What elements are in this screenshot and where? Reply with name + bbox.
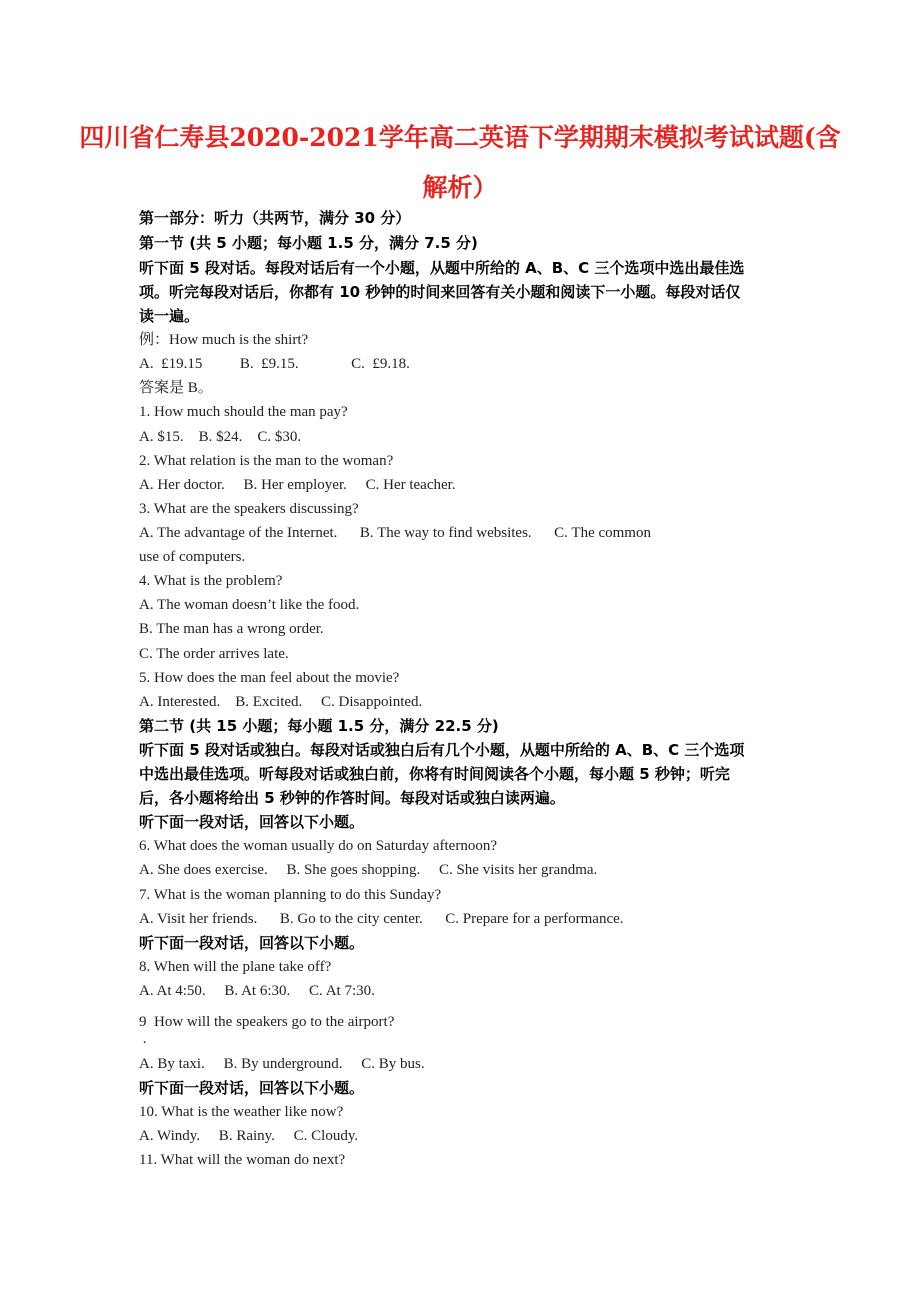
text-line: A. Visit her friends. B. Go to the city center. C. Prepare for a performance. [139,911,624,927]
text-line: 8. When will the plane take off? [139,959,332,975]
text-line: A. She does exercise. B. She goes shopping. C. She visits her grandma. [139,862,598,878]
text-line: 3. What are the speakers discussing? [139,501,359,517]
section-heading-line: 听下面一段对话，回答以下小题。 [139,1079,365,1097]
text-line: A. Her doctor. B. Her employer. C. Her teacher. [139,477,456,493]
text-line: A. The woman doesn’t like the food. [139,597,360,613]
text-line: A. At 4:50. B. At 6:30. C. At 7:30. [139,983,375,999]
text-line: A. $15. B. $24. C. $30. [139,429,302,445]
section-heading-line: 听下面一段对话，回答以下小题。 [139,934,365,952]
text-line: 2. What relation is the man to the woman? [139,453,394,469]
text-line: 7. What is the woman planning to do this Sunday? [139,887,442,903]
text-line: 5. How does the man feel about the movie? [139,670,400,686]
section-heading-line: 第二节 (共 15 小题；每小题 1.5 分，满分 22.5 分) [139,717,499,735]
text-line: A. By taxi. B. By underground. C. By bus. [139,1056,425,1072]
text-line: A. Interested. B. Excited. C. Disappointed. [139,694,423,710]
text-line: 6. What does the woman usually do on Saturday afternoon? [139,838,497,854]
text-line: A. The advantage of the Internet. B. The way to find websites. C. The common [139,525,651,541]
text-line: 4. What is the problem? [139,573,283,589]
text-line: 例：How much is the shirt? [139,332,309,348]
text-line: C. The order arrives late. [139,646,289,662]
text-line: B. The man has a wrong order. [139,621,324,637]
text-line: 9 How will the speakers go to the airport? [139,1014,395,1030]
section-heading-line: 后，各小题将给出 5 秒钟的作答时间。每段对话或独白读两遍。 [139,789,565,807]
text-line: . [139,1031,147,1047]
text-line: use of computers. [139,549,246,565]
text-line: 1. How much should the man pay? [139,404,348,420]
section-heading-line: 读一遍。 [139,307,200,325]
text-line: A. Windy. B. Rainy. C. Cloudy. [139,1128,359,1144]
section-heading-line: 听下面一段对话，回答以下小题。 [139,813,365,831]
text-line: 11. What will the woman do next? [139,1152,346,1168]
text-line: A. £19.15 B. £9.15. C. £9.18. [139,356,410,372]
section-heading-line: 第一节 (共 5 小题；每小题 1.5 分，满分 7.5 分) [139,234,478,252]
section-heading-line: 中选出最佳选项。听每段对话或独白前，你将有时间阅读各个小题，每小题 5 秒钟；听完 [139,765,730,783]
section-heading-line: 项。听完每段对话后，你都有 10 秒钟的时间来回答有关小题和阅读下一小题。每段对话仅 [139,283,741,301]
text-line: 答案是 B。 [139,380,213,396]
section-heading-line: 听下面 5 段对话或独白。每段对话或独白后有几个小题，从题中所给的 A、B、C 三个选项 [139,741,745,759]
text-line: 10. What is the weather like now? [139,1104,344,1120]
section-heading-line: 听下面 5 段对话。每段对话后有一个小题，从题中所给的 A、B、C 三个选项中选出最佳选 [139,259,745,277]
section-heading-line: 第一部分：听力（共两节，满分 30 分） [139,209,411,227]
document-title-line-1: 四川省仁寿县2020-2021学年高二英语下学期期末模拟考试试题(含 [79,123,841,152]
document-title-line-2: 解析） [422,173,498,202]
